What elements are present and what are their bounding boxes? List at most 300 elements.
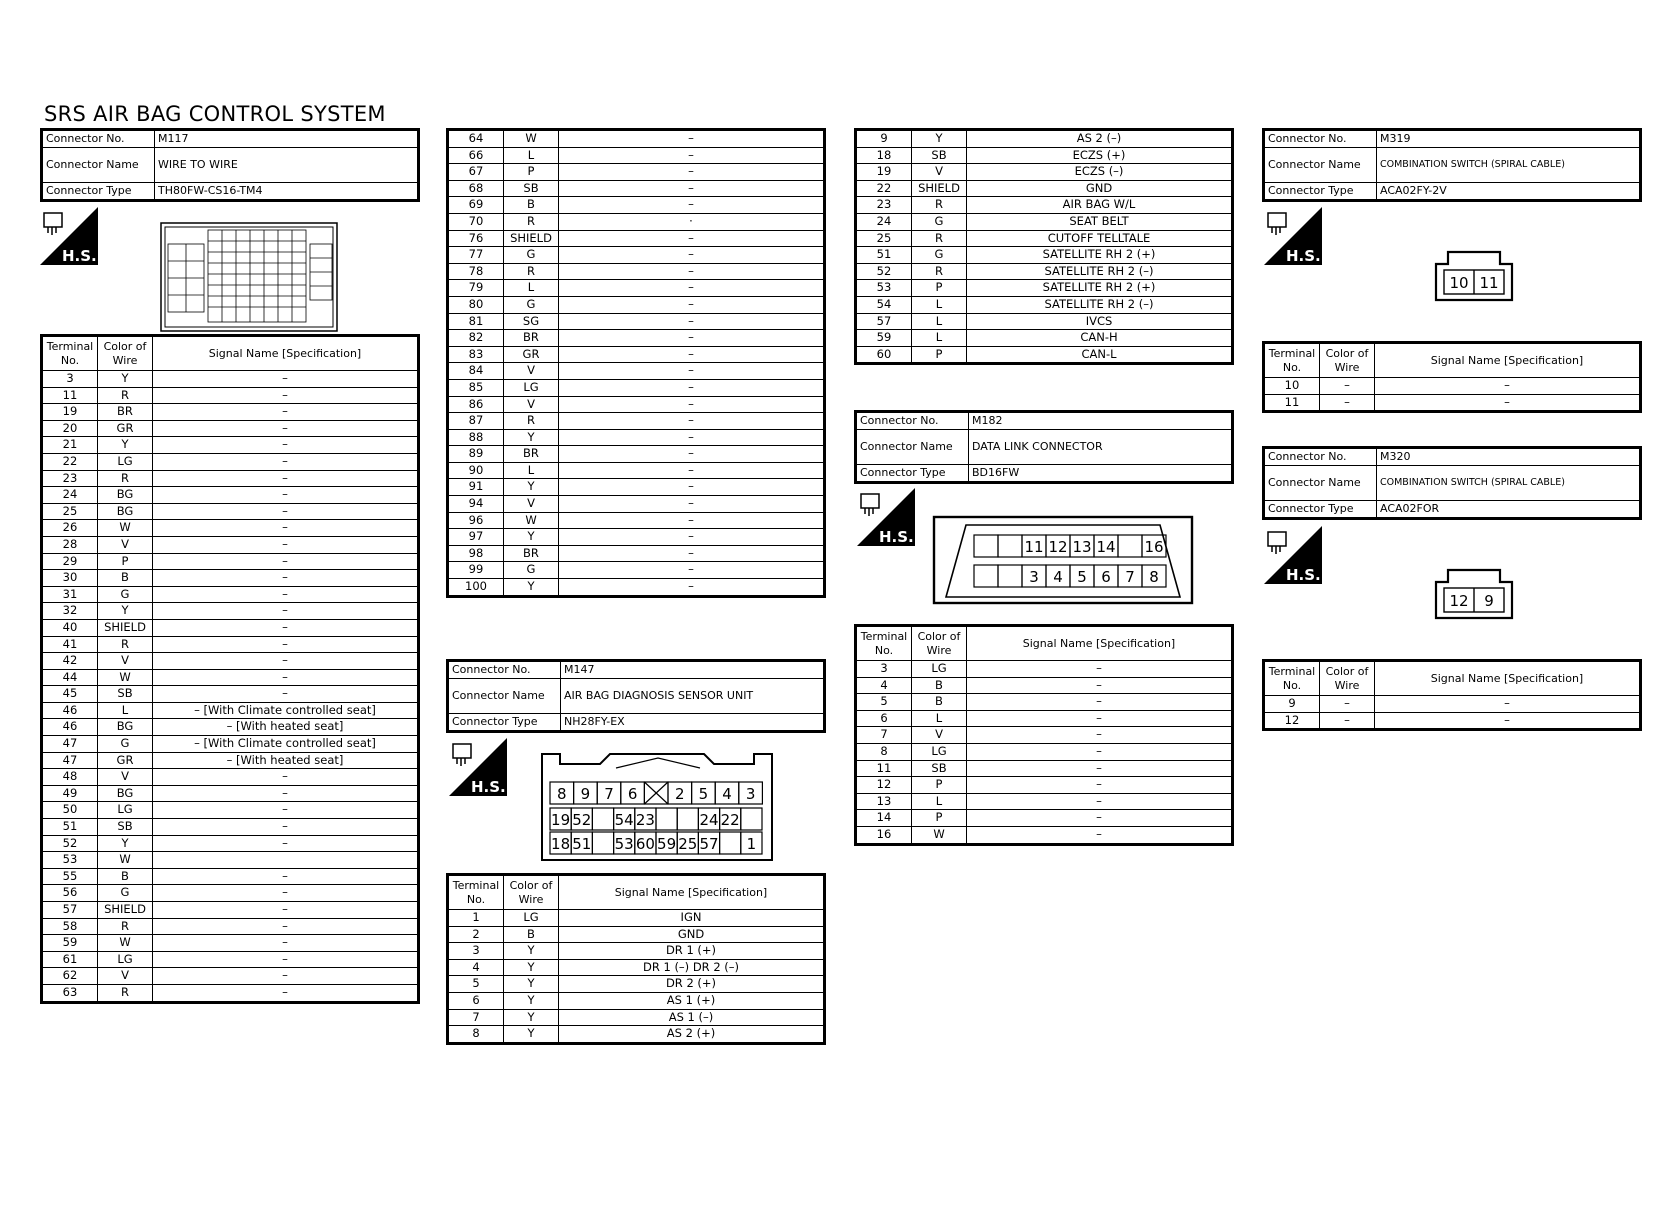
table-row [449, 579, 824, 596]
color-cell: SHIELD [98, 902, 153, 919]
signal-cell: – [153, 785, 418, 802]
color-cell: R [912, 197, 967, 214]
table-row [857, 710, 1232, 727]
pin-label: 19 [551, 811, 571, 829]
table-row [857, 826, 1232, 843]
signal-cell: IVCS [967, 313, 1232, 330]
pin-label: 9 [1484, 592, 1494, 610]
terminal-cell: 42 [43, 653, 98, 670]
signal-cell: – [153, 669, 418, 686]
terminal-cell: 14 [857, 810, 912, 827]
pin-label: 60 [635, 835, 655, 853]
connector-face-m182 [932, 515, 1194, 609]
color-cell: BG [98, 719, 153, 736]
signal-cell: – [559, 247, 824, 264]
table-row [449, 180, 824, 197]
pin-cell [592, 832, 613, 854]
terminal-header: Terminal No. [43, 337, 98, 371]
signal-cell: – [559, 313, 824, 330]
table-row [449, 296, 824, 313]
color-cell: Y [98, 835, 153, 852]
terminal-cell: 59 [857, 330, 912, 347]
table-row [43, 487, 418, 504]
signal-cell: – [559, 197, 824, 214]
table-row [43, 702, 418, 719]
color-cell: P [912, 346, 967, 363]
signal-cell: – [153, 453, 418, 470]
pin-label: 14 [1096, 538, 1116, 556]
harness-side-label: H.S. [1286, 247, 1321, 265]
terminal-cell: 97 [449, 529, 504, 546]
color-cell: G [504, 247, 559, 264]
terminal-cell: 9 [857, 131, 912, 148]
color-cell: L [912, 710, 967, 727]
table-row [43, 536, 418, 553]
table-row [449, 992, 824, 1009]
pin-cell [656, 808, 677, 830]
connector-no-label: Connector No. [1265, 449, 1377, 466]
table-row [43, 918, 418, 935]
harness-side-icon [1264, 207, 1322, 265]
color-cell: R [98, 984, 153, 1001]
table-row [43, 885, 418, 902]
pin-cell [1118, 535, 1142, 557]
signal-cell: – [967, 661, 1232, 678]
connector-info-m147 [446, 659, 826, 733]
terminal-cell: 7 [449, 1009, 504, 1026]
terminal-cell: 24 [857, 213, 912, 230]
color-cell: G [504, 296, 559, 313]
terminal-table-m319 [1262, 341, 1642, 413]
signal-cell: – [559, 529, 824, 546]
signal-cell: – [559, 512, 824, 529]
connector-info-m319 [1262, 128, 1642, 202]
terminal-cell: 63 [43, 984, 98, 1001]
signal-cell: – [559, 479, 824, 496]
signal-cell: – [153, 918, 418, 935]
signal-cell: – [967, 826, 1232, 843]
connector-no-label: Connector No. [43, 131, 155, 148]
signal-cell: AIR BAG W/L [967, 197, 1232, 214]
signal-cell: – [1375, 378, 1640, 395]
color-cell: L [504, 147, 559, 164]
color-cell: BG [98, 503, 153, 520]
color-cell: BG [98, 487, 153, 504]
color-cell: V [98, 769, 153, 786]
signal-cell: AS 2 (–) [967, 131, 1232, 148]
color-cell: V [98, 653, 153, 670]
table-row [449, 147, 824, 164]
table-row [43, 852, 418, 869]
table-row [449, 545, 824, 562]
table-row [449, 280, 824, 297]
table-row [857, 180, 1232, 197]
pin-label: 59 [657, 835, 677, 853]
connector-type-value: TH80FW-CS16-TM4 [155, 183, 418, 200]
color-cell: R [912, 230, 967, 247]
terminal-cell: 20 [43, 420, 98, 437]
terminal-cell: 52 [857, 263, 912, 280]
signal-cell: – [153, 686, 418, 703]
color-cell: V [98, 536, 153, 553]
terminal-cell: 4 [857, 677, 912, 694]
harness-side-label: H.S. [1286, 566, 1321, 584]
signal-cell: CAN-H [967, 330, 1232, 347]
pin-label: 3 [1029, 568, 1039, 586]
color-cell: SHIELD [912, 180, 967, 197]
terminal-cell: 1 [449, 910, 504, 927]
terminal-cell: 12 [1265, 712, 1320, 729]
signal-cell: – [559, 164, 824, 181]
color-cell: – [1320, 696, 1375, 713]
table-row [857, 793, 1232, 810]
table-row [43, 951, 418, 968]
color-cell: V [504, 496, 559, 513]
signal-cell: – [559, 545, 824, 562]
signal-cell: – [559, 363, 824, 380]
terminal-cell: 49 [43, 785, 98, 802]
terminal-cell: 46 [43, 702, 98, 719]
table-row [43, 453, 418, 470]
terminal-cell: 69 [449, 197, 504, 214]
signal-cell: – [153, 387, 418, 404]
terminal-cell: 61 [43, 951, 98, 968]
table-row [449, 976, 824, 993]
connector-type-label: Connector Type [1265, 501, 1377, 518]
pin-label: 52 [572, 811, 592, 829]
terminal-table-m320 [1262, 659, 1642, 731]
table-row [857, 197, 1232, 214]
pin-label: 24 [699, 811, 719, 829]
table-row [43, 553, 418, 570]
color-cell: V [912, 164, 967, 181]
connector-no-value: M147 [561, 662, 824, 679]
color-cell: Y [504, 1026, 559, 1043]
terminal-cell: 80 [449, 296, 504, 313]
terminal-cell: 87 [449, 413, 504, 430]
signal-cell: IGN [559, 910, 824, 927]
terminal-cell: 25 [857, 230, 912, 247]
table-row [857, 164, 1232, 181]
color-cell: R [504, 213, 559, 230]
table-row [857, 810, 1232, 827]
pin-label: 25 [678, 835, 698, 853]
pin-label: 5 [698, 785, 709, 803]
terminal-cell: 5 [449, 976, 504, 993]
color-cell: G [504, 562, 559, 579]
table-row [449, 213, 824, 230]
table-row [1265, 712, 1640, 729]
table-row [43, 503, 418, 520]
signal-header: Signal Name [Specification] [967, 627, 1232, 661]
signal-cell: – [153, 520, 418, 537]
table-row [449, 429, 824, 446]
terminal-cell: 99 [449, 562, 504, 579]
color-cell: B [98, 570, 153, 587]
signal-cell: – [153, 902, 418, 919]
terminal-cell: 22 [43, 453, 98, 470]
terminal-cell: 79 [449, 280, 504, 297]
signal-cell: – [With Climate controlled seat] [153, 736, 418, 753]
signal-cell: – [153, 968, 418, 985]
pin-label: 18 [551, 835, 571, 853]
table-row [449, 479, 824, 496]
connector-info-m182 [854, 410, 1234, 484]
table-row [449, 247, 824, 264]
color-cell: V [98, 968, 153, 985]
color-cell: – [1320, 712, 1375, 729]
connector-face-m117 [160, 222, 338, 336]
terminal-cell: 66 [449, 147, 504, 164]
color-cell: B [98, 868, 153, 885]
color-cell: Y [504, 943, 559, 960]
signal-cell: SEAT BELT [967, 213, 1232, 230]
pin-label: 57 [699, 835, 719, 853]
color-cell: SB [912, 147, 967, 164]
color-cell: LG [912, 743, 967, 760]
signal-cell: – [559, 230, 824, 247]
harness-side-label: H.S. [471, 778, 506, 796]
connector-type-value: BD16FW [969, 465, 1232, 482]
table-row [43, 603, 418, 620]
color-cell: Y [504, 429, 559, 446]
color-cell: R [98, 636, 153, 653]
color-cell: P [912, 280, 967, 297]
connector-face-m147 [540, 752, 774, 866]
connector-no-value: M182 [969, 413, 1232, 430]
terminal-cell: 44 [43, 669, 98, 686]
connector-type-label: Connector Type [449, 714, 561, 731]
signal-cell: SATELLITE RH 2 (–) [967, 296, 1232, 313]
pin-label: 7 [604, 785, 614, 803]
signal-cell: – [1375, 712, 1640, 729]
color-cell: GR [98, 420, 153, 437]
harness-side-icon [857, 488, 915, 546]
table-row [43, 653, 418, 670]
table-row [449, 197, 824, 214]
pin-label: 54 [614, 811, 634, 829]
color-cell: L [912, 296, 967, 313]
connector-no-label: Connector No. [1265, 131, 1377, 148]
terminal-cell: 60 [857, 346, 912, 363]
terminal-cell: 83 [449, 346, 504, 363]
terminal-cell: 19 [43, 404, 98, 421]
terminal-cell: 57 [857, 313, 912, 330]
color-cell: Y [912, 131, 967, 148]
color-cell: SB [912, 760, 967, 777]
table-row [43, 785, 418, 802]
signal-cell: – [559, 446, 824, 463]
table-row [449, 263, 824, 280]
table-row [857, 263, 1232, 280]
table-row [449, 462, 824, 479]
signal-cell [153, 852, 418, 869]
table-row [449, 413, 824, 430]
connector-no-value: M117 [155, 131, 418, 148]
terminal-cell: 16 [857, 826, 912, 843]
color-cell: SG [504, 313, 559, 330]
connector-name-value: COMBINATION SWITCH (SPIRAL CABLE) [1377, 148, 1640, 183]
color-cell: BR [504, 330, 559, 347]
color-cell: Y [504, 976, 559, 993]
terminal-cell: 21 [43, 437, 98, 454]
connector-name-value: AIR BAG DIAGNOSIS SENSOR UNIT [561, 679, 824, 714]
signal-cell: SATELLITE RH 2 (–) [967, 263, 1232, 280]
connector-no-value: M319 [1377, 131, 1640, 148]
table-row [1265, 394, 1640, 411]
connector-no-label: Connector No. [449, 662, 561, 679]
color-cell: B [912, 677, 967, 694]
signal-cell: – [153, 835, 418, 852]
terminal-cell: 77 [449, 247, 504, 264]
signal-cell: ECZS (+) [967, 147, 1232, 164]
terminal-header: Terminal No. [449, 876, 504, 910]
terminal-cell: 10 [1265, 378, 1320, 395]
color-cell: – [1320, 378, 1375, 395]
signal-cell: – [967, 677, 1232, 694]
pin-label: 8 [1149, 568, 1159, 586]
signal-cell: – [153, 935, 418, 952]
color-cell: SHIELD [98, 619, 153, 636]
signal-cell: DR 1 (–) DR 2 (–) [559, 959, 824, 976]
table-row [857, 280, 1232, 297]
terminal-cell: 19 [857, 164, 912, 181]
signal-cell: – [559, 263, 824, 280]
signal-cell: – [559, 379, 824, 396]
pin-cell [741, 808, 762, 830]
terminal-cell: 22 [857, 180, 912, 197]
terminal-cell: 82 [449, 330, 504, 347]
color-cell: R [98, 918, 153, 935]
connector-type-value: ACA02FOR [1377, 501, 1640, 518]
terminal-table-m147-continued [854, 128, 1234, 365]
terminal-cell: 89 [449, 446, 504, 463]
signal-cell: – [With heated seat] [153, 752, 418, 769]
signal-cell: – [153, 586, 418, 603]
terminal-cell: 11 [43, 387, 98, 404]
color-header: Color of Wire [98, 337, 153, 371]
color-cell: W [98, 520, 153, 537]
connector-type-value: NH28FY-EX [561, 714, 824, 731]
color-header: Color of Wire [1320, 662, 1375, 696]
connector-name-label: Connector Name [1265, 148, 1377, 183]
terminal-cell: 53 [43, 852, 98, 869]
color-cell: P [98, 553, 153, 570]
table-row [43, 935, 418, 952]
signal-header: Signal Name [Specification] [559, 876, 824, 910]
terminal-cell: 70 [449, 213, 504, 230]
table-row [43, 570, 418, 587]
table-row [857, 346, 1232, 363]
terminal-cell: 3 [857, 661, 912, 678]
terminal-cell: 84 [449, 363, 504, 380]
color-cell: R [98, 470, 153, 487]
color-header: Color of Wire [1320, 344, 1375, 378]
terminal-cell: 31 [43, 586, 98, 603]
signal-cell: – [153, 570, 418, 587]
terminal-header: Terminal No. [1265, 662, 1320, 696]
pin-label: 3 [745, 785, 756, 803]
color-cell: Y [504, 579, 559, 596]
color-cell: BR [98, 404, 153, 421]
terminal-table-m117 [40, 334, 420, 1004]
table-row [43, 984, 418, 1001]
terminal-cell: 8 [857, 743, 912, 760]
signal-cell: – [559, 413, 824, 430]
signal-cell: – [1375, 394, 1640, 411]
harness-side-icon [449, 738, 507, 796]
signal-cell: – [559, 429, 824, 446]
table-row [857, 330, 1232, 347]
terminal-header: Terminal No. [857, 627, 912, 661]
color-cell: B [912, 694, 967, 711]
color-cell: L [912, 330, 967, 347]
color-cell: P [912, 810, 967, 827]
table-row [449, 346, 824, 363]
table-row [857, 213, 1232, 230]
terminal-cell: 67 [449, 164, 504, 181]
color-cell: LG [504, 910, 559, 927]
color-cell: LG [504, 379, 559, 396]
terminal-cell: 13 [857, 793, 912, 810]
color-cell: Y [504, 479, 559, 496]
signal-cell: – [967, 694, 1232, 711]
pin-label: 7 [1125, 568, 1135, 586]
table-row [449, 379, 824, 396]
table-row [449, 926, 824, 943]
signal-header: Signal Name [Specification] [1375, 344, 1640, 378]
signal-cell: – [559, 346, 824, 363]
terminal-cell: 91 [449, 479, 504, 496]
connector-info-m117 [40, 128, 420, 202]
signal-cell: – [153, 819, 418, 836]
connector-name-label: Connector Name [43, 148, 155, 183]
signal-cell: – [153, 868, 418, 885]
terminal-cell: 51 [43, 819, 98, 836]
terminal-cell: 62 [43, 968, 98, 985]
terminal-cell: 11 [1265, 394, 1320, 411]
terminal-cell: 78 [449, 263, 504, 280]
table-row [857, 230, 1232, 247]
signal-cell: – [1375, 696, 1640, 713]
pin-label: 22 [720, 811, 740, 829]
signal-cell: – [153, 885, 418, 902]
table-row [449, 330, 824, 347]
terminal-cell: 12 [857, 777, 912, 794]
color-cell: LG [912, 661, 967, 678]
table-row [43, 371, 418, 388]
signal-cell: – [153, 536, 418, 553]
connector-no-label: Connector No. [857, 413, 969, 430]
pin-label: 16 [1144, 538, 1164, 556]
table-row [857, 694, 1232, 711]
signal-cell: – [153, 437, 418, 454]
signal-cell: – [153, 404, 418, 421]
table-row [43, 619, 418, 636]
color-cell: W [98, 852, 153, 869]
terminal-cell: 96 [449, 512, 504, 529]
table-row [857, 661, 1232, 678]
pin-label: 6 [1101, 568, 1111, 586]
table-row [449, 131, 824, 148]
signal-cell: – [559, 296, 824, 313]
connector-face-m319 [1434, 250, 1514, 306]
signal-cell: ECZS (–) [967, 164, 1232, 181]
color-cell: B [504, 926, 559, 943]
connector-name-value: WIRE TO WIRE [155, 148, 418, 183]
color-cell: GR [504, 346, 559, 363]
signal-cell: – [153, 503, 418, 520]
